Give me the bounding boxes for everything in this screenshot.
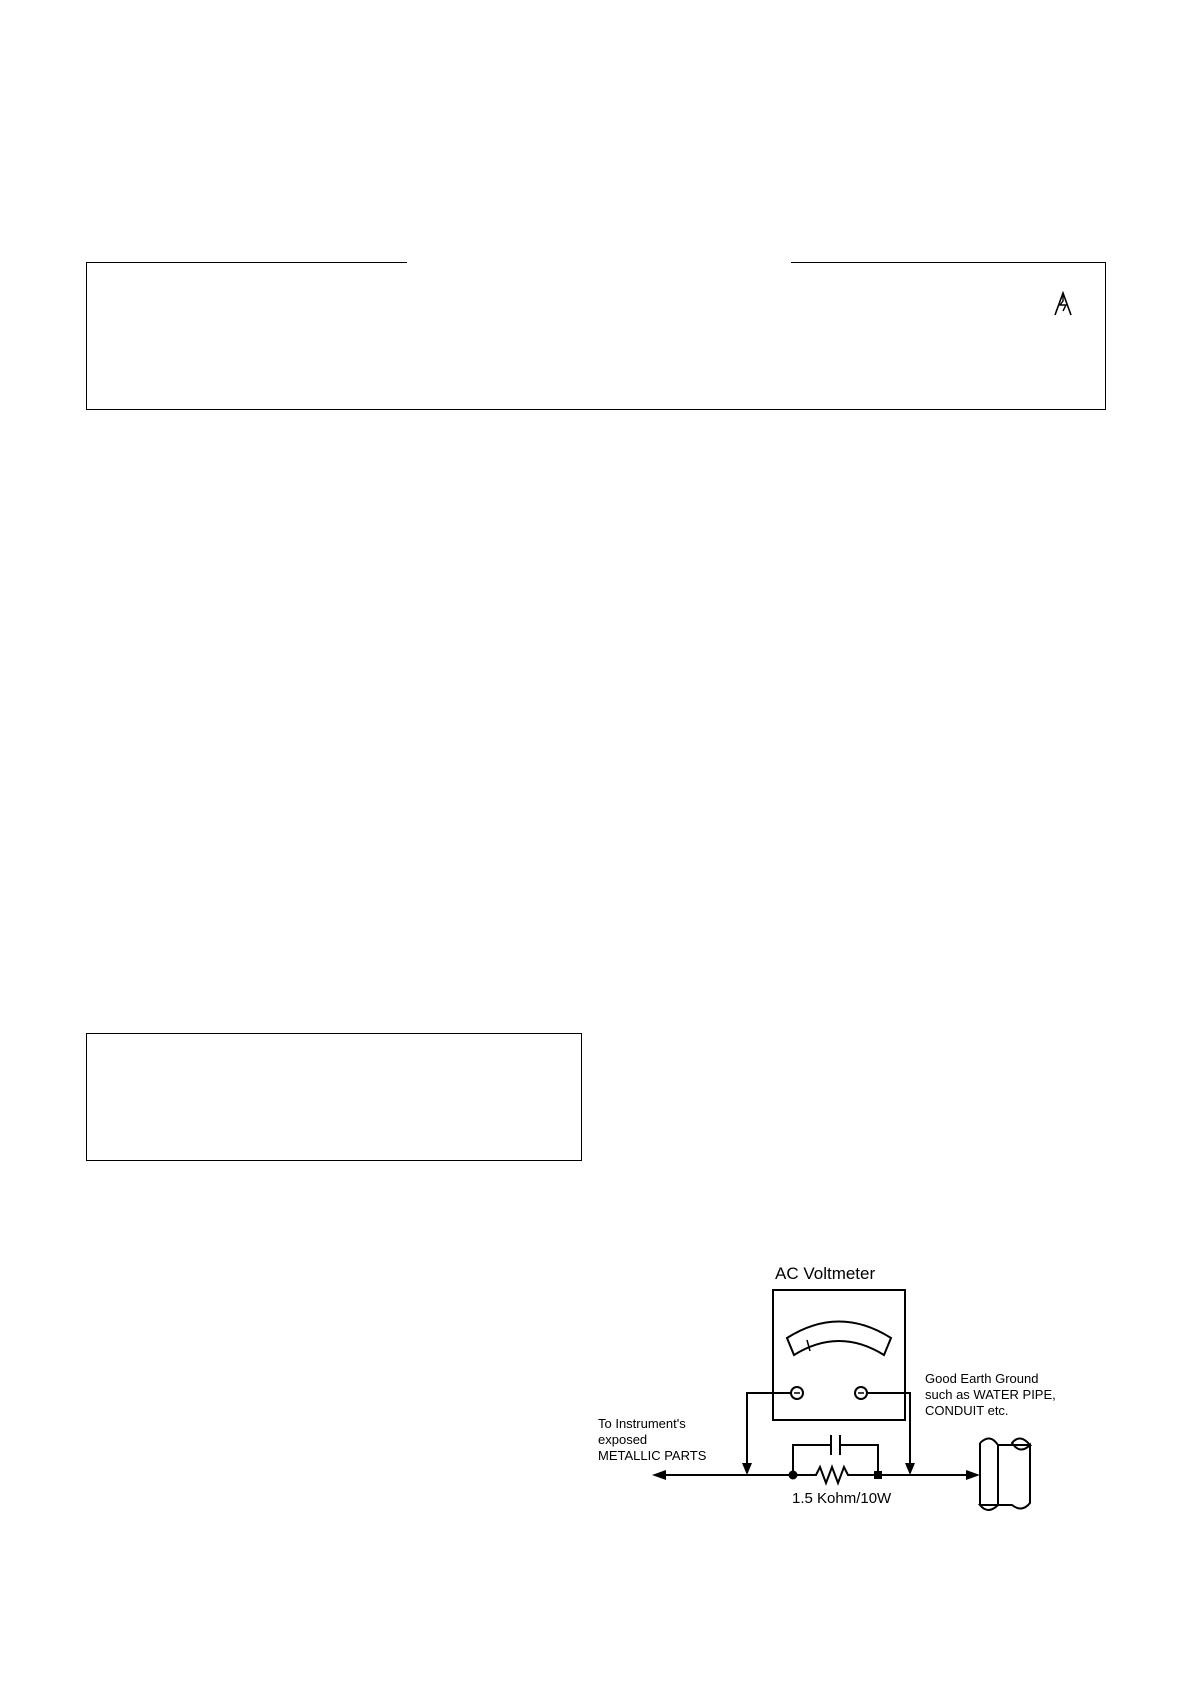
- right-lead-arrow: [905, 1463, 915, 1475]
- small-box: [86, 1033, 582, 1161]
- right-label-line1: Good Earth Ground: [925, 1371, 1039, 1386]
- voltmeter-body: [773, 1290, 905, 1420]
- right-end-arrow: [966, 1470, 980, 1480]
- earth-ground-pipe-icon: [980, 1438, 1030, 1510]
- resistor: [793, 1467, 878, 1483]
- left-label-line1: To Instrument's: [598, 1416, 686, 1431]
- leakage-test-diagram: [580, 1255, 1140, 1525]
- left-end-arrow: [652, 1470, 666, 1480]
- lightning-warning-icon: [1053, 291, 1073, 317]
- left-lead-arrow: [742, 1463, 752, 1475]
- left-label-line2: exposed: [598, 1432, 648, 1447]
- resistor-label: 1.5 Kohm/10W: [792, 1490, 892, 1507]
- voltmeter-label: AC Voltmeter: [775, 1264, 876, 1283]
- capacitor-branch: [793, 1445, 831, 1475]
- notice-box: [86, 262, 1106, 410]
- right-label-line3: CONDUIT etc.: [925, 1403, 1009, 1418]
- notice-title-gap: [407, 260, 791, 266]
- left-label-line3: METALLIC PARTS: [598, 1448, 707, 1463]
- right-label-line2: such as WATER PIPE,: [925, 1387, 1056, 1402]
